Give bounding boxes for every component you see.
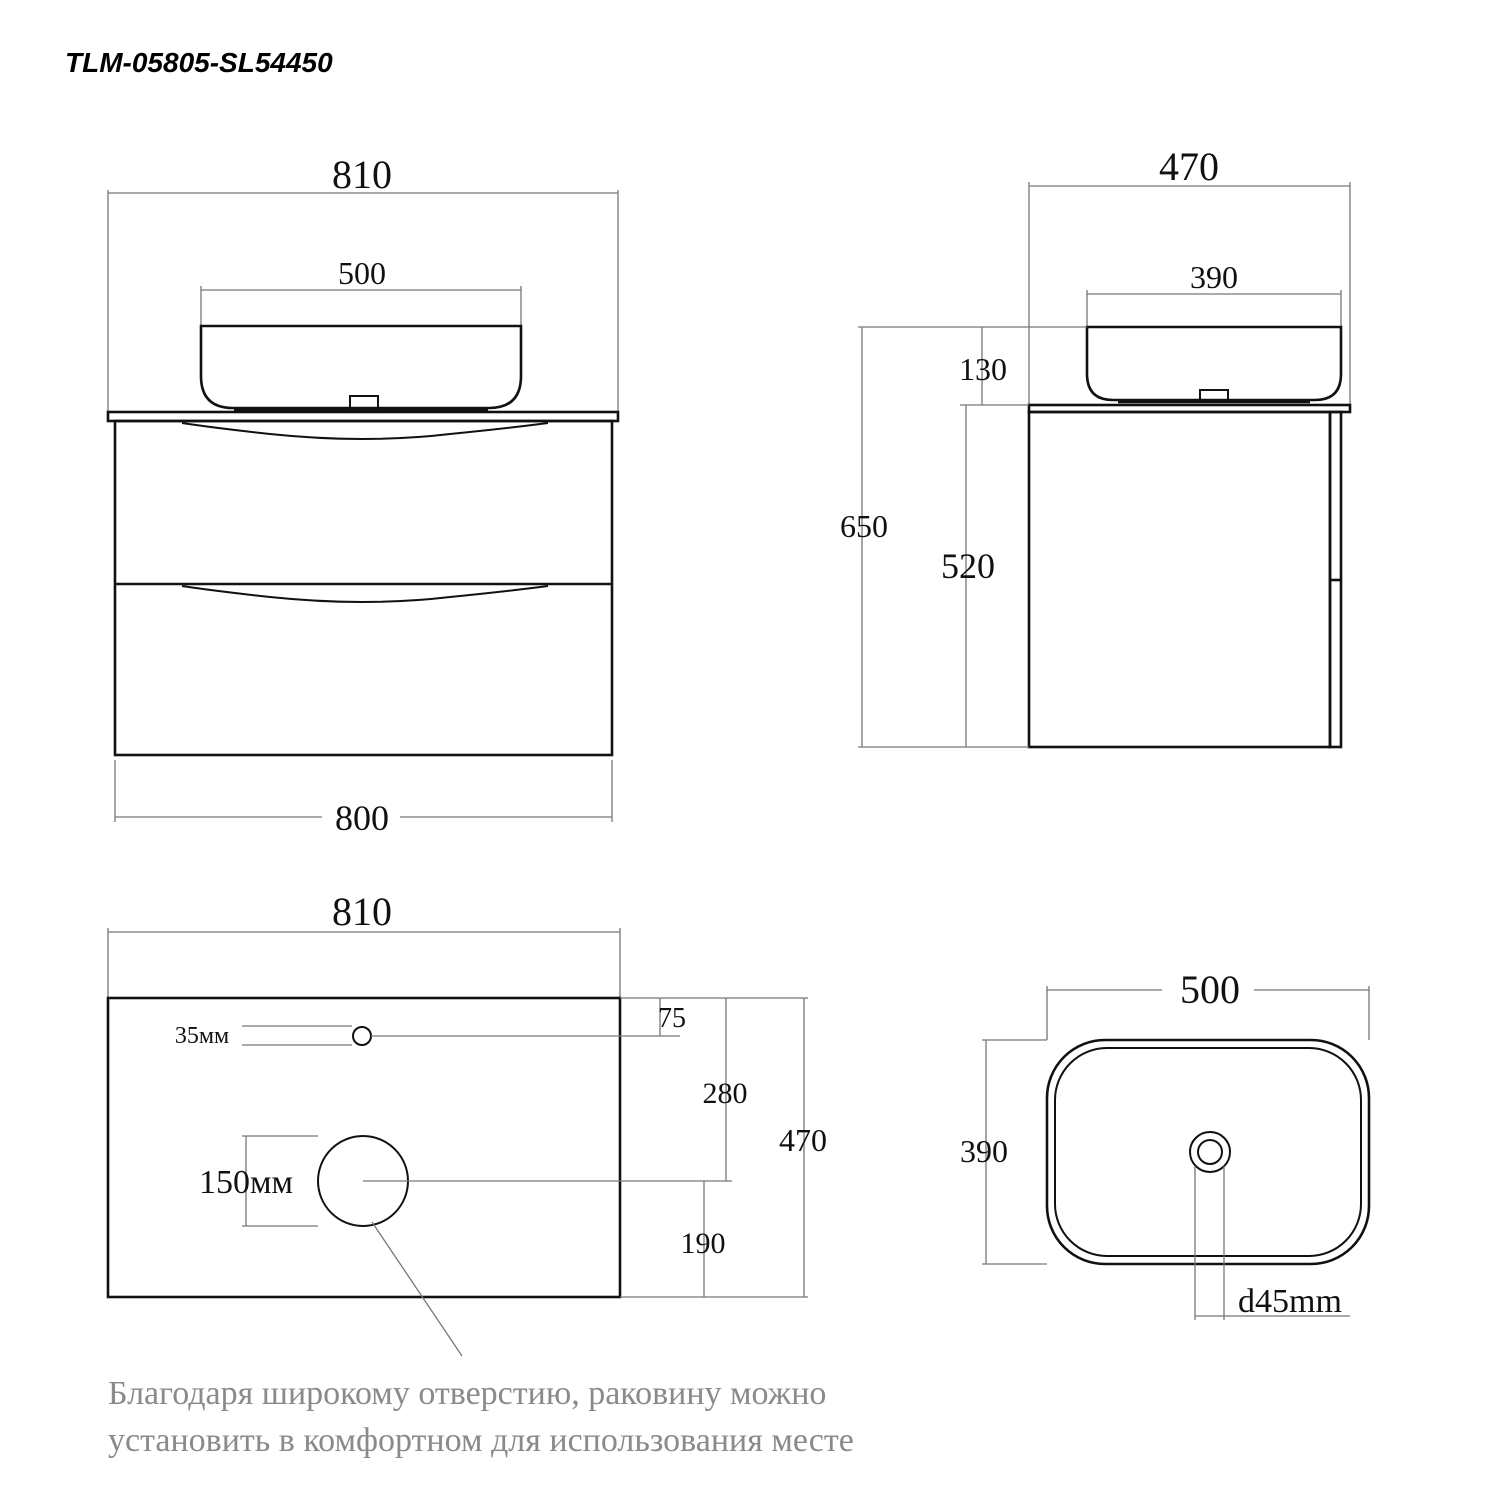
basin-outer-rim (1047, 1040, 1369, 1264)
top-width-label: 810 (332, 889, 392, 934)
drawer-handle-top (182, 423, 548, 439)
tap-hole-diameter-label: 35мм (174, 1023, 230, 1049)
basin-plan-depth-label: 390 (960, 1133, 1008, 1169)
drain-cutout-diameter-label: 150мм (198, 1164, 294, 1201)
front-top-width-label: 810 (332, 152, 392, 197)
basin-plan (960, 967, 1369, 1320)
side-basin-height-label: 130 (959, 351, 1007, 387)
side-cabinet-height-label: 520 (941, 546, 995, 586)
side-depth-label: 470 (1159, 144, 1219, 189)
front-cabinet-width-label: 800 (335, 798, 389, 838)
side-cabinet (1029, 412, 1330, 747)
basin-plan-width-label: 500 (1180, 967, 1240, 1012)
basin-inner-rim (1055, 1048, 1361, 1256)
front-view (108, 152, 618, 838)
drawer-handle-bottom (182, 586, 548, 602)
top-view (108, 889, 827, 1356)
front-basin-width-label: 500 (338, 255, 386, 291)
side-total-height-label: 650 (840, 508, 888, 544)
leader-line (372, 1222, 462, 1356)
side-basin-depth-label: 390 (1190, 259, 1238, 295)
drain-fitting (350, 396, 378, 408)
tap-hole-offset-label: 75 (658, 1003, 686, 1034)
note-line-1: Благодаря широкому отверстию, раковину можно (108, 1375, 827, 1412)
front-countertop (108, 412, 618, 421)
basin-drain-inner (1198, 1140, 1222, 1164)
tap-hole (353, 1027, 371, 1045)
drain-from-back-label: 280 (702, 1077, 748, 1110)
note-line-2: установить в комфортном для использования месте (108, 1422, 854, 1459)
side-view (840, 144, 1350, 747)
top-depth-label: 470 (779, 1122, 827, 1158)
drain-diameter-label: d45mm (1238, 1283, 1342, 1320)
drain-from-front-label: 190 (680, 1227, 726, 1260)
model-title: TLM-05805-SL54450 (65, 47, 333, 78)
